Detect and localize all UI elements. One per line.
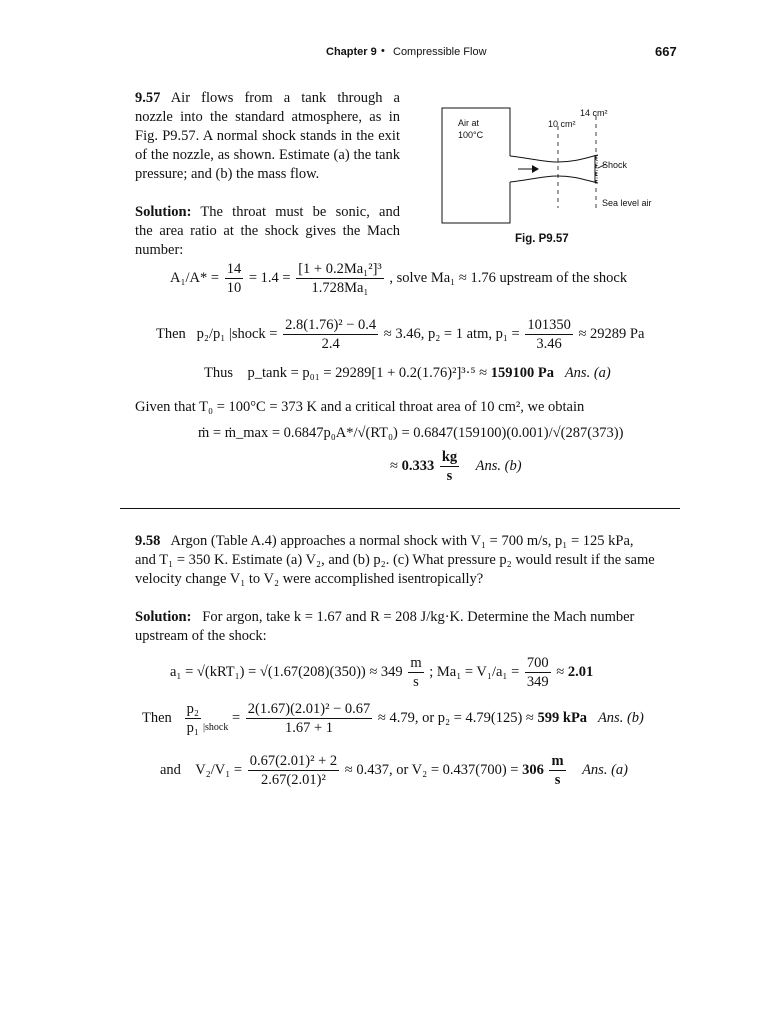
- statement-line: and T₁ = 350 K. Estimate (a) V₂, and (b) p₂. (c) What pressure p₂ would result if the same: [135, 552, 655, 568]
- equation-tank-pressure: [204, 364, 611, 383]
- nozzle-upper-wall: [510, 155, 598, 162]
- throat-area-label: 10 cm²: [548, 119, 576, 129]
- section-title: Compressible Flow: [393, 46, 487, 58]
- eq-lhs: A₁/A* =: [170, 269, 220, 286]
- answer-label: Ans. (a): [564, 365, 611, 381]
- problem-number: 9.58: [135, 533, 161, 549]
- chapter-label: Chapter 9: [326, 46, 377, 58]
- fraction: $\frac{\text{p₂}}{\text{p₁}}$: [186, 701, 199, 736]
- eq-rhs: ≈ 29289 Pa: [578, 325, 645, 342]
- shock-label: Shock: [602, 160, 628, 170]
- eq-lead: Then: [156, 325, 186, 342]
- equation-pressure-ratio: [156, 316, 644, 353]
- problem-number: 9.57: [135, 90, 161, 106]
- header-bullet: •: [381, 45, 385, 57]
- ambient-label: Sea level air: [602, 198, 652, 208]
- statement-line: Air flows from a tank through a: [170, 90, 400, 106]
- eq-rhs: ≈ 4.79, or p₂ = 4.79(125) ≈: [377, 709, 534, 726]
- eq-lead: Then: [142, 709, 172, 726]
- eq-rhs: , solve Ma₁ ≈ 1.76 upstream of the shock: [389, 269, 628, 286]
- equation-mass-flow-result: [390, 448, 522, 485]
- statement-line: of the nozzle, as shown. Estimate (a) the tank: [135, 147, 400, 163]
- page-header: [0, 44, 768, 64]
- solution-line: upstream of the shock:: [135, 628, 267, 644]
- solution-line: For argon, take k = 1.67 and R = 208 J/kg·K. Determine the Mach number: [202, 609, 635, 625]
- statement-line: pressure; and (b) the mass flow.: [135, 166, 320, 182]
- eq-rhs: ≈ 0.437, or V₂ = 0.437(700) =: [344, 761, 519, 778]
- eq-lhs: p₂/p₁ |shock =: [196, 325, 278, 342]
- eq-lead: Thus: [204, 365, 233, 381]
- solution-label: Solution:: [135, 204, 192, 220]
- equation-shock-pressure: Then $\frac{\text{p₂}}{\text{p₁}}$ $_{|shock}$ = $\frac{\text{2(1.67)(2.01)² − 0.67}}{1.67 + 1}$ ≈ 4.79, or p₂ = 4.79(125) ≈ 599 kPa Ans. (b): [142, 701, 644, 736]
- problem-958-statement: [135, 532, 680, 646]
- answer-label: Ans. (b): [597, 709, 644, 726]
- eq-expr: a₁ = √(kRT₁) = √(1.67(208)(350)) ≈ 349: [170, 663, 403, 680]
- answer-value: 599 kPa: [537, 709, 588, 726]
- figure-caption: Fig. P9.57: [515, 233, 569, 245]
- statement-line: velocity change V₁ to V₂ were accomplished isentropically?: [135, 571, 484, 587]
- solution-line: number:: [135, 242, 184, 258]
- eq-mid: ≈ 3.46, p₂ = 1 atm, p₁ =: [383, 325, 520, 342]
- equation-mass-flow: ṁ = ṁ_max = 0.6847p₀A*/√(RT₀) = 0.6847(159100)(0.001)/√(287(373)): [198, 425, 624, 441]
- answer-value: 306: [522, 761, 544, 778]
- answer-label: Ans. (b): [475, 457, 522, 474]
- eq-mid: ; Ma₁ = V₁/a₁ =: [429, 663, 520, 680]
- tank-label-temp: 100°C: [458, 130, 484, 140]
- eq-mid: = 1.4 =: [248, 269, 291, 286]
- figure-p957: [430, 98, 670, 248]
- answer-label: Ans. (a): [582, 761, 628, 778]
- equation-sound-speed: [170, 654, 593, 691]
- page-number: 667: [655, 44, 677, 59]
- answer-value: 0.333: [401, 457, 435, 474]
- equation-velocity-ratio: [160, 752, 628, 789]
- solution-line: the area ratio at the shock gives the Mach: [135, 223, 400, 239]
- fraction: $\frac{\text{[1 + 0.2Ma₁²]³}}{\text{1.728Ma₁}}$: [298, 261, 382, 296]
- equation-area-ratio: [170, 260, 627, 297]
- statement-line: Fig. P9.57. A normal shock stands in the exit: [135, 128, 400, 144]
- eq-expr: p_tank = p₀₁ = 29289[1 + 0.2(1.76)²]³·⁵ ≈: [247, 365, 488, 381]
- eq-approx: ≈: [556, 663, 565, 680]
- eq-prefix: ≈: [390, 457, 398, 474]
- eq-lead: and: [160, 761, 181, 778]
- fraction: $\frac{\text{2(1.67)(2.01)² − 0.67}}{1.67 + 1}$: [247, 701, 371, 736]
- solution-line: The throat must be sonic, and: [200, 204, 400, 220]
- eq-lhs: V₂/V₁ =: [195, 761, 243, 778]
- solution-label: Solution:: [135, 609, 192, 625]
- fraction: $\frac{\text{0.67(2.01)² + 2}}{\text{2.67(2.01)²}}$: [249, 753, 338, 788]
- unit-fraction: $\frac{kg}{s}$: [441, 449, 458, 484]
- fraction: $\frac{101350}{3.46}$: [527, 317, 571, 352]
- fraction: $\frac{14}{10}$: [226, 261, 242, 296]
- fraction: $\frac{\text{2.8(1.76)² − 0.4}}{2.4}$: [285, 317, 377, 352]
- statement-line: nozzle into the standard atmosphere, as in: [135, 109, 400, 125]
- answer-value: 2.01: [567, 663, 594, 680]
- exit-area-label: 14 cm²: [580, 108, 608, 118]
- unit-fraction: $\frac{m}{s}$: [551, 753, 564, 788]
- answer-value: 159100 Pa: [490, 365, 554, 381]
- fraction: $\frac{700}{349}$: [526, 655, 549, 690]
- section-divider: [120, 508, 680, 509]
- given-line: Given that T₀ = 100°C = 373 K and a critical throat area of 10 cm², we obtain: [135, 399, 585, 415]
- nozzle-lower-wall: [510, 176, 598, 183]
- problem-957-statement: [135, 89, 400, 260]
- unit-fraction: $\frac{m}{s}$: [410, 655, 422, 690]
- tank-label-air: Air at: [458, 118, 480, 128]
- statement-line: Argon (Table A.4) approaches a normal shock with V₁ = 700 m/s, p₁ = 125 kPa,: [170, 533, 634, 549]
